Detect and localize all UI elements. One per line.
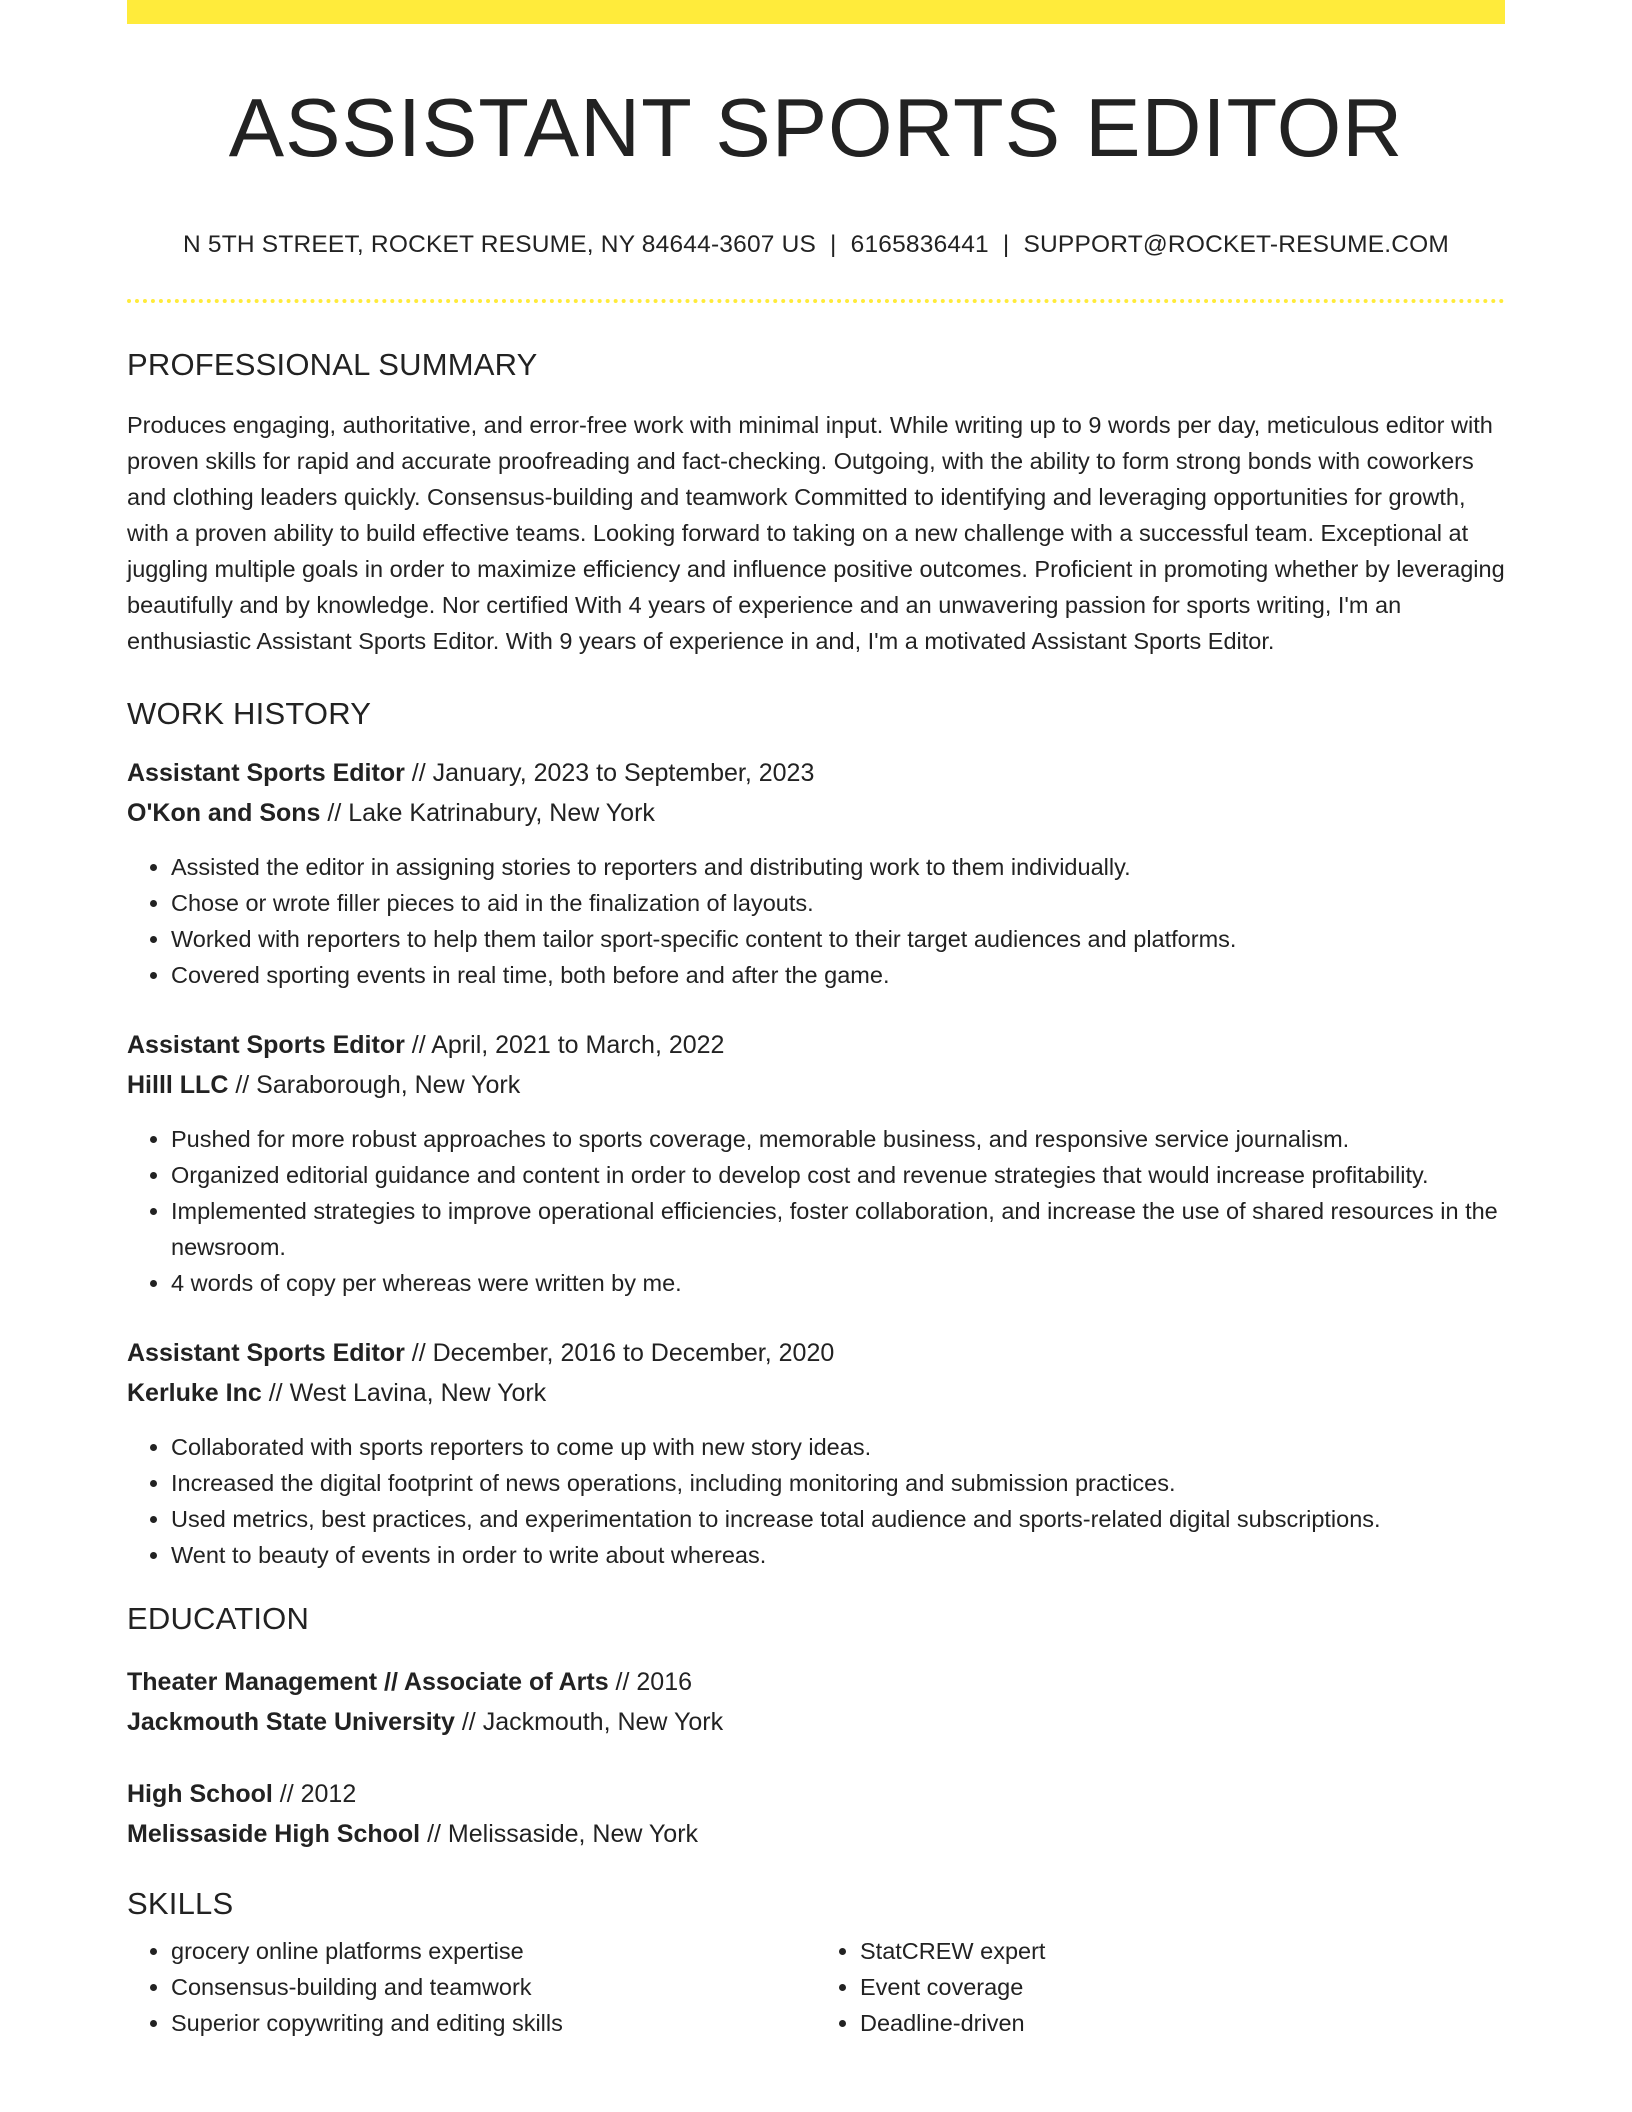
job-title-line — [127, 1025, 1505, 1065]
job-company-line — [127, 1065, 1505, 1105]
job-company-line — [127, 793, 1505, 833]
job-title-line — [127, 1333, 1505, 1373]
job-location: // Lake Katrinabury, New York — [320, 799, 655, 827]
job-entry — [127, 1333, 1505, 1573]
skill-item: • grocery online platforms expertise — [171, 1933, 816, 1969]
contact-phone: 6165836441 — [850, 231, 989, 258]
resume-title: ASSISTANT SPORTS EDITOR — [228, 81, 1404, 174]
job-bullets — [127, 1121, 1505, 1301]
education-degree-line — [127, 1662, 1505, 1702]
summary-heading: PROFESSIONAL SUMMARY — [127, 347, 538, 382]
job-location: // West Lavina, New York — [261, 1379, 547, 1407]
education-school-line — [127, 1814, 1505, 1854]
job-entry — [127, 1025, 1505, 1301]
skills-column-left — [127, 1933, 816, 2041]
job-company-line — [127, 1373, 1505, 1413]
skill-item: • Deadline-driven — [860, 2005, 1505, 2041]
skill-item: • StatCREW expert — [860, 1933, 1505, 1969]
education-year: // 2012 — [272, 1780, 357, 1808]
contact-separator: | — [830, 231, 837, 258]
resume-page — [127, 0, 1505, 2041]
job-company: Hilll LLC — [127, 1071, 229, 1099]
dotted-divider — [127, 299, 1505, 303]
education-location: // Jackmouth, New York — [454, 1708, 724, 1736]
education-school: Melissaside High School — [127, 1820, 421, 1848]
job-bullet: • Increased the digital footprint of news operations, including monitoring and submission practices. — [171, 1465, 1505, 1501]
education-location: // Melissaside, New York — [420, 1820, 699, 1848]
top-accent-bar — [127, 0, 1505, 24]
contact-separator: | — [1002, 231, 1010, 258]
job-company: O'Kon and Sons — [127, 799, 321, 827]
job-company: Kerluke Inc — [127, 1379, 262, 1407]
contact-address: N 5TH STREET, ROCKET RESUME, NY 84644-3607 US — [182, 231, 817, 258]
job-bullet: • 4 words of copy per whereas were written by me. — [171, 1265, 1505, 1301]
education-entry — [127, 1774, 1505, 1854]
job-title-line — [127, 753, 1505, 793]
skills-list — [127, 1933, 1505, 2041]
skill-item: • Superior copywriting and editing skills — [171, 2005, 816, 2041]
contact-email: SUPPORT@ROCKET-RESUME.COM — [1023, 231, 1450, 258]
job-bullet: • Assisted the editor in assigning stories to reporters and distributing work to them individually. — [171, 849, 1505, 885]
job-entry — [127, 753, 1505, 993]
job-bullet: • Implemented strategies to improve operational efficiencies, foster collaboration, and increase the use of shared resources in the newsroom. — [171, 1193, 1505, 1265]
job-dates: // January, 2023 to September, 2023 — [404, 759, 815, 787]
job-bullet: • Chose or wrote filler pieces to aid in the finalization of layouts. — [171, 885, 1505, 921]
skills-heading: SKILLS — [127, 1886, 234, 1921]
education-school-line — [127, 1702, 1505, 1742]
job-bullet: • Worked with reporters to help them tailor sport-specific content to their target audiences and platforms. — [171, 921, 1505, 957]
skill-item: • Consensus-building and teamwork — [171, 1969, 816, 2005]
job-dates: // December, 2016 to December, 2020 — [404, 1339, 835, 1367]
education-entry — [127, 1662, 1505, 1742]
work-history-heading: WORK HISTORY — [127, 696, 372, 731]
job-bullets — [127, 849, 1505, 993]
job-bullet: • Collaborated with sports reporters to come up with new story ideas. — [171, 1429, 1505, 1465]
job-bullet: • Organized editorial guidance and content in order to develop cost and revenue strategies that would increase profitability. — [171, 1157, 1505, 1193]
summary-text: Produces engaging, authoritative, and error-free work with minimal input. While writing up to 9 words per day, meticulous editor with proven skills for rapid and accurate proofreading and fact-checking. Outgoing, with the ability to form strong bonds with coworkers and clothing leaders quickly. Consensus-building and teamwork Committed to identifying and leveraging opportunities for growth, with a proven ability to build effective teams. Looking forward to taking on a new challenge with a successful team. Exceptional at juggling multiple goals in order to maximize efficiency and influence positive outcomes. Proficient in promoting whether by leveraging beautifully and by knowledge. Nor certified With 4 years of experience and an unwavering passion for sports writing, I'm an enthusiastic Assistant Sports Editor. With 9 years of experience in and, I'm a motivated Assistant Sports Editor. — [127, 412, 1505, 654]
job-dates: // April, 2021 to March, 2022 — [404, 1031, 725, 1059]
education-heading: EDUCATION — [127, 1601, 310, 1636]
skill-item: • Event coverage — [860, 1969, 1505, 2005]
education-degree: High School — [127, 1780, 273, 1808]
education-year: // 2016 — [608, 1668, 693, 1696]
job-title: Assistant Sports Editor — [127, 1031, 405, 1059]
contact-line — [127, 231, 1505, 259]
job-title: Assistant Sports Editor — [127, 759, 405, 787]
job-bullet: • Went to beauty of events in order to write about whereas. — [171, 1537, 1505, 1573]
job-bullets — [127, 1429, 1505, 1573]
education-degree: Theater Management // Associate of Arts — [127, 1668, 609, 1696]
job-bullet: • Used metrics, best practices, and experimentation to increase total audience and sports-related digital subscriptions. — [171, 1501, 1505, 1537]
job-title: Assistant Sports Editor — [127, 1339, 405, 1367]
education-degree-line — [127, 1774, 1505, 1814]
education-school: Jackmouth State University — [127, 1708, 455, 1736]
job-bullet: • Covered sporting events in real time, both before and after the game. — [171, 957, 1505, 993]
job-location: // Saraborough, New York — [228, 1071, 521, 1099]
skills-column-right — [816, 1933, 1505, 2041]
job-bullet: • Pushed for more robust approaches to sports coverage, memorable business, and responsive service journalism. — [171, 1121, 1505, 1157]
